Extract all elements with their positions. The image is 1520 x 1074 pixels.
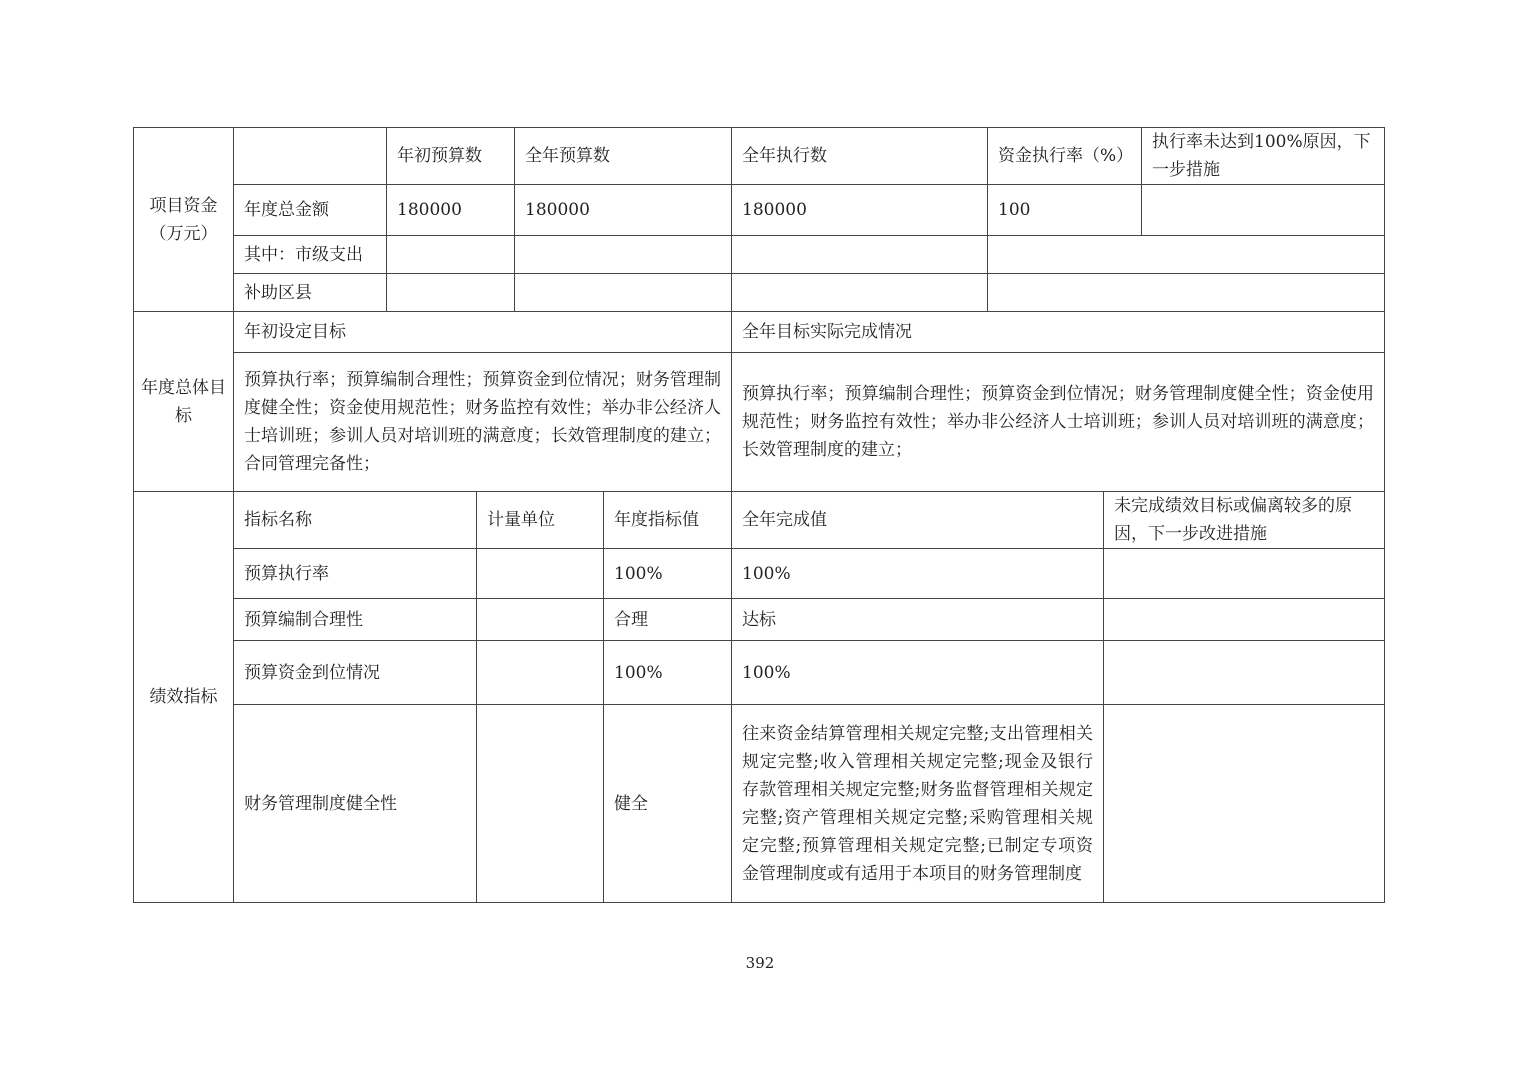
empty-header-cell xyxy=(233,127,387,185)
indicator-reason xyxy=(1103,704,1385,903)
header-indicator-name: 指标名称 xyxy=(233,491,477,549)
indicator-reason xyxy=(1103,548,1385,599)
indicator-name: 预算资金到位情况 xyxy=(233,640,477,705)
execution-rate-value: 100 xyxy=(987,184,1142,236)
indicator-actual: 达标 xyxy=(731,598,1104,641)
indicator-unit xyxy=(476,548,604,599)
header-actual: 全年完成值 xyxy=(731,491,1104,549)
indicators-section-label: 绩效指标 xyxy=(133,491,234,903)
actual-goals-text: 预算执行率；预算编制合理性；预算资金到位情况；财务管理制度健全性；资金使用规范性；财务监控有效性；举办非公经济人士培训班；参训人员对培训班的满意度；长效管理制度的建立； xyxy=(731,352,1385,492)
empty-cell xyxy=(386,273,515,312)
indicator-target: 100% xyxy=(603,548,732,599)
indicator-name: 预算执行率 xyxy=(233,548,477,599)
row-label: 补助区县 xyxy=(233,273,387,312)
set-goals-text: 预算执行率；预算编制合理性；预算资金到位情况；财务管理制度健全性；资金使用规范性；财务监控有效性；举办非公经济人士培训班；参训人员对培训班的满意度；长效管理制度的建立；合同管理完备性； xyxy=(233,352,732,492)
annual-budget-value: 180000 xyxy=(514,184,732,236)
indicator-unit xyxy=(476,598,604,641)
empty-cell xyxy=(514,273,732,312)
page-number: 392 xyxy=(745,954,775,972)
executed-value: 180000 xyxy=(731,184,988,236)
indicator-actual: 100% xyxy=(731,640,1104,705)
empty-cell xyxy=(987,235,1385,274)
set-goals-header: 年初设定目标 xyxy=(233,311,732,353)
header-target: 年度指标值 xyxy=(603,491,732,549)
header-deviation-reason: 未完成绩效目标或偏离较多的原因，下一步改进措施 xyxy=(1103,491,1385,549)
empty-cell xyxy=(731,235,988,274)
goals-section-label: 年度总体目标 xyxy=(133,311,234,492)
actual-goals-header: 全年目标实际完成情况 xyxy=(731,311,1385,353)
indicator-reason xyxy=(1103,640,1385,705)
empty-cell xyxy=(514,235,732,274)
indicator-actual: 100% xyxy=(731,548,1104,599)
empty-cell xyxy=(987,273,1385,312)
row-label: 年度总金额 xyxy=(233,184,387,236)
header-annual-budget: 全年预算数 xyxy=(514,127,732,185)
indicator-actual: 往来资金结算管理相关规定完整;支出管理相关规定完整;收入管理相关规定完整;现金及银行存款管理相关规定完整;财务监督管理相关规定完整;资产管理相关规定完整;采购管理相关规定完整;预算管理相关规定完整;已制定专项资金管理制度或有适用于本项目的财务管理制度 xyxy=(731,704,1104,903)
indicator-name: 预算编制合理性 xyxy=(233,598,477,641)
indicator-target: 合理 xyxy=(603,598,732,641)
indicator-unit xyxy=(476,640,604,705)
empty-cell xyxy=(386,235,515,274)
reason-value xyxy=(1141,184,1385,236)
indicator-name: 财务管理制度健全性 xyxy=(233,704,477,903)
header-initial-budget: 年初预算数 xyxy=(386,127,515,185)
indicator-unit xyxy=(476,704,604,903)
header-execution-rate: 资金执行率（%） xyxy=(987,127,1142,185)
header-reason: 执行率未达到100%原因，下一步措施 xyxy=(1141,127,1385,185)
header-executed: 全年执行数 xyxy=(731,127,988,185)
initial-budget-value: 180000 xyxy=(386,184,515,236)
header-unit: 计量单位 xyxy=(476,491,604,549)
empty-cell xyxy=(731,273,988,312)
indicator-target: 健全 xyxy=(603,704,732,903)
row-label: 其中：市级支出 xyxy=(233,235,387,274)
funds-section-label: 项目资金（万元） xyxy=(133,127,234,312)
indicator-target: 100% xyxy=(603,640,732,705)
indicator-reason xyxy=(1103,598,1385,641)
